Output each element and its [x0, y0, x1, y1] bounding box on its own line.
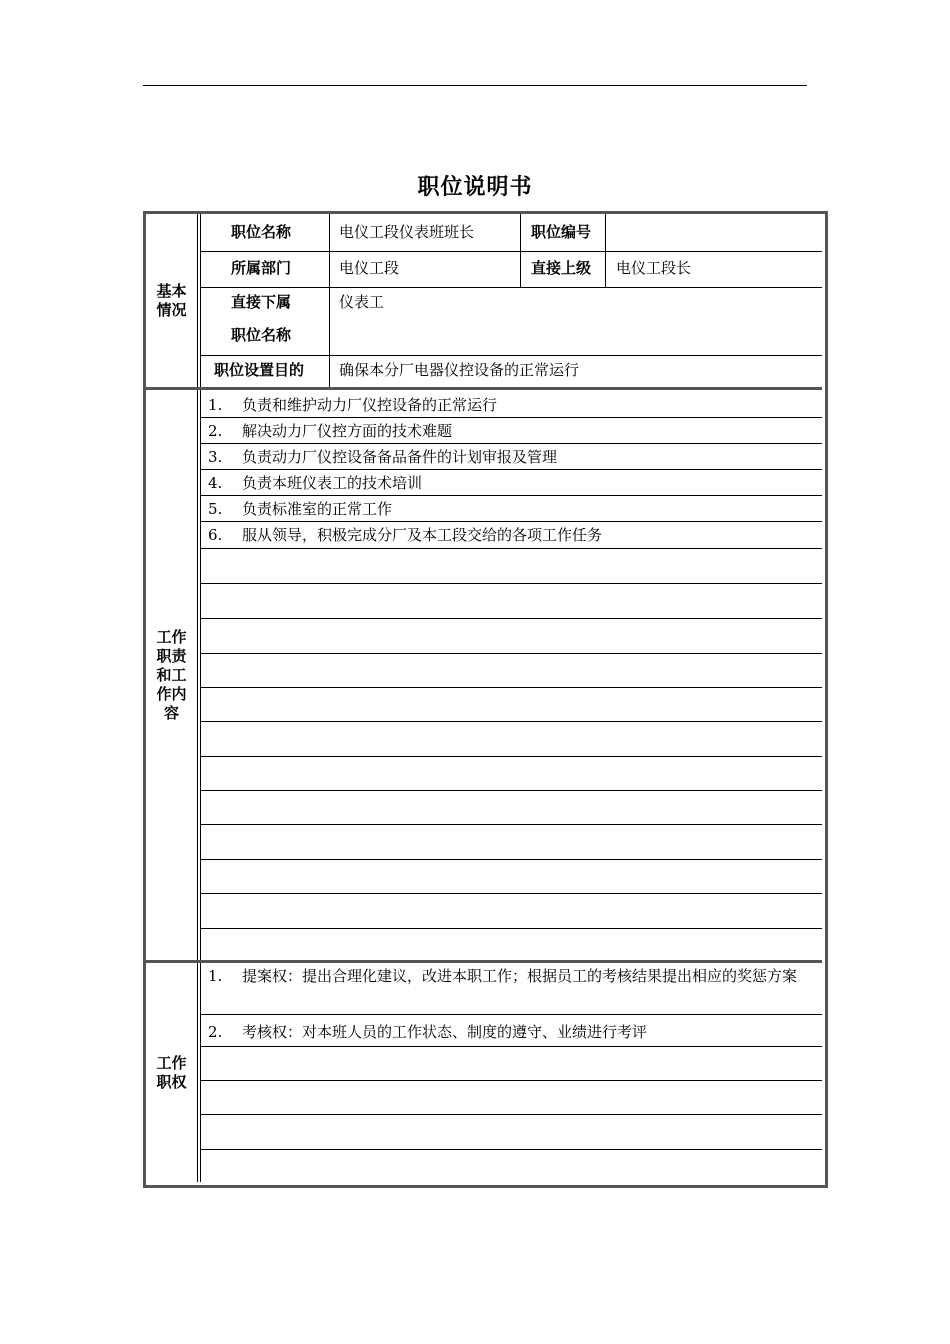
- row-line: [200, 653, 822, 654]
- duty-item: [208, 496, 820, 522]
- authority-item: [208, 1019, 820, 1045]
- row-line: [200, 1014, 822, 1015]
- category-column-divider-inner: [200, 214, 201, 1182]
- category-basic-info: 基本情况: [156, 281, 187, 319]
- authority-number: 1.: [208, 967, 223, 985]
- row-line: [200, 251, 822, 252]
- row-line: [200, 618, 822, 619]
- purpose-value: 确保本分厂电器仪控设备的正常运行: [339, 361, 580, 379]
- row-line: [200, 1149, 822, 1150]
- document-title: 职位说明书: [417, 175, 533, 200]
- subordinate-value: 仪表工: [339, 293, 385, 311]
- row-line: [200, 824, 822, 825]
- subordinate-label-1: 直接下属: [231, 293, 292, 311]
- subordinate-label-2: 职位名称: [231, 326, 292, 344]
- section-divider-basic: [146, 387, 822, 390]
- row-line: [200, 1080, 822, 1081]
- department-value: 电仪工段: [339, 259, 400, 277]
- label-column-divider-2: [520, 214, 521, 287]
- department-label: 所属部门: [231, 259, 292, 277]
- duty-item: [208, 418, 820, 444]
- duty-number: 4.: [208, 474, 223, 492]
- position-name-label: 职位名称: [231, 223, 292, 241]
- authority-number: 2.: [208, 1023, 223, 1041]
- row-line: [200, 355, 822, 356]
- position-code-label: 职位编号: [531, 223, 592, 241]
- authority-item: [208, 963, 820, 1013]
- duty-item: [208, 444, 820, 470]
- purpose-label: 职位设置目的: [214, 361, 305, 379]
- duty-number: 5.: [208, 500, 223, 518]
- position-name-value: 电仪工段仪表班班长: [339, 223, 475, 241]
- duty-text: 负责标准室的正常工作: [242, 500, 393, 518]
- header-rule: [143, 85, 807, 86]
- row-line: [200, 756, 822, 757]
- duty-text: 解决动力厂仪控方面的技术难题: [242, 422, 453, 440]
- duty-number: 1.: [208, 396, 223, 414]
- duty-item: [208, 392, 820, 418]
- duty-item: [208, 522, 820, 548]
- row-line: [200, 583, 822, 584]
- row-line: [200, 893, 822, 894]
- label-column-divider: [329, 214, 330, 387]
- row-line: [200, 928, 822, 929]
- row-line: [200, 287, 822, 288]
- row-line: [200, 1046, 822, 1047]
- value-column-divider-2: [605, 214, 606, 287]
- row-line: [200, 548, 822, 549]
- category-duties: 工作职责和工作内容: [156, 627, 187, 722]
- superior-label: 直接上级: [531, 259, 592, 277]
- duty-text: 负责本班仪表工的技术培训: [242, 474, 423, 492]
- authority-text: 考核权：对本班人员的工作状态、制度的遵守、业绩进行考评: [242, 1023, 648, 1041]
- duty-number: 3.: [208, 448, 223, 466]
- category-column-divider: [197, 214, 198, 1182]
- superior-value: 电仪工段长: [616, 259, 692, 277]
- row-line: [200, 859, 822, 860]
- duty-number: 2.: [208, 422, 223, 440]
- category-authority: 工作职权: [156, 1053, 187, 1091]
- authority-text: 提案权：提出合理化建议，改进本职工作；根据员工的考核结果提出相应的奖惩方案: [242, 967, 798, 985]
- row-line: [200, 790, 822, 791]
- row-line: [200, 687, 822, 688]
- duty-text: 负责动力厂仪控设备备品备件的计划审报及管理: [242, 448, 558, 466]
- duty-text: 服从领导，积极完成分厂及本工段交给的各项工作任务: [242, 526, 603, 544]
- duty-text: 负责和维护动力厂仪控设备的正常运行: [242, 396, 498, 414]
- row-line: [200, 721, 822, 722]
- row-line: [200, 1114, 822, 1115]
- job-description-table: [143, 211, 828, 1188]
- duty-item: [208, 470, 820, 496]
- duty-number: 6.: [208, 526, 223, 544]
